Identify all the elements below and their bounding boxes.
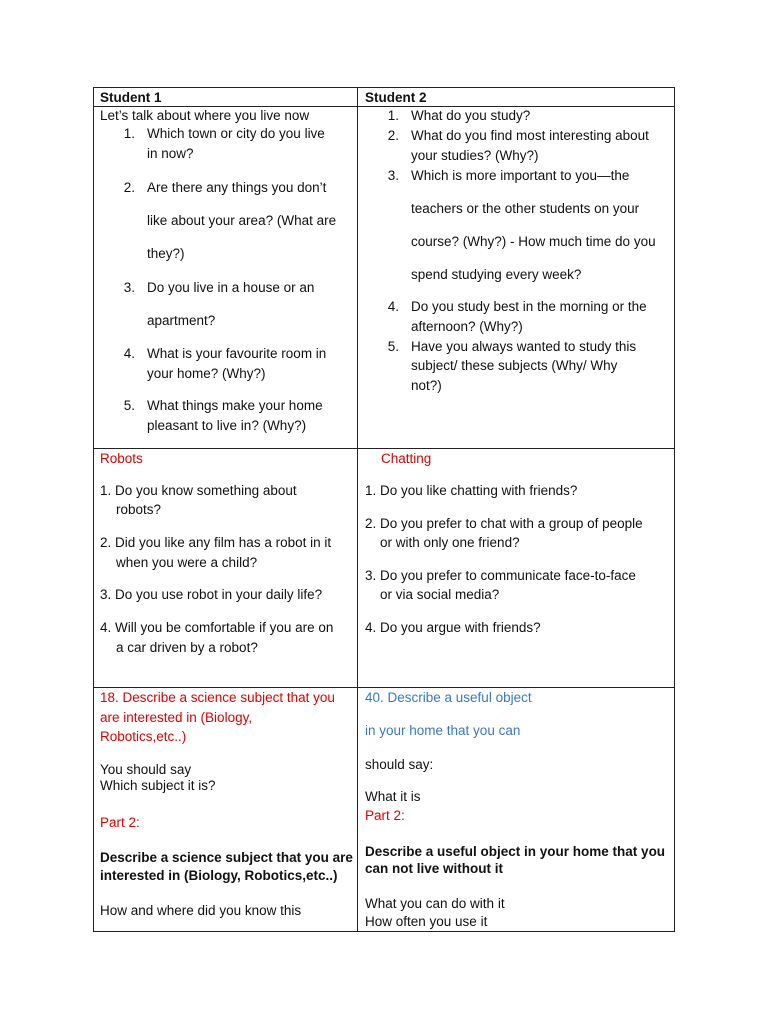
cue-line: What you can do with it [365,896,505,911]
question-line: or with only one friend? [380,535,520,550]
question-line: 1. Do you know something about [100,483,297,498]
list-number: 3. [387,168,399,183]
question-line: 2. Did you like any film has a robot in it [100,535,332,550]
question-line: 2. Do you prefer to chat with a group of people [365,516,643,531]
question-line: Have you always wanted to study this [411,339,637,354]
question-line: spend studying every week? [411,267,582,282]
part2-label: Part 2: [100,815,140,830]
list-number: 4. [387,299,399,314]
question-line: in now? [147,146,194,161]
question-line: What do you find most interesting about [411,128,649,143]
cue-line: How and where did you know this [100,903,302,918]
should-say-label: should say: [365,757,434,772]
question-line: or via social media? [380,587,500,602]
student1-header: Student 1 [100,90,162,105]
question-line: Do you live in a house or an [147,280,315,295]
question-line: 3. Do you prefer to communicate face-to-face [365,568,636,583]
column-divider [357,87,358,932]
question-line: like about your area? (What are [147,213,337,228]
question-line: Which is more important to you—the [411,168,630,183]
question-line: pleasant to live in? (Why?) [147,418,307,433]
question-line: What do you study? [411,108,531,123]
part2-label: Part 2: [365,808,405,823]
list-number: 2. [387,128,399,143]
cue-line: How often you use it [365,914,488,929]
list-number: 1. [123,126,135,141]
bold-prompt-line: can not live without it [365,861,503,876]
question-line: teachers or the other students on your [411,201,640,216]
topic-title-line: Robotics,etc..) [100,729,187,744]
section1-intro: Let’s talk about where you live now [100,108,310,123]
robots-title: Robots [100,451,143,466]
student2-header: Student 2 [365,90,427,105]
question-line: What is your favourite room in [147,346,327,361]
list-number: 3. [123,280,135,295]
question-line: Which town or city do you live [147,126,325,141]
bold-prompt-line: Describe a useful object in your home that you [365,844,666,859]
topic-title-line: in your home that you can [365,723,521,738]
question-line: subject/ these subjects (Why/ Why [411,358,618,373]
list-number: 5. [123,398,135,413]
list-number: 1. [387,108,399,123]
question-line: course? (Why?) - How much time do you [411,234,656,249]
question-line: a car driven by a robot? [116,640,258,655]
question-line: when you were a child? [116,555,258,570]
question-line: Are there any things you don’t [147,180,327,195]
topic-title-line: 18. Describe a science subject that you [100,690,335,705]
topic-title-line: 40. Describe a useful object [365,690,532,705]
question-line: afternoon? (Why?) [411,319,523,334]
question-line: they?) [147,246,185,261]
list-number: 4. [123,346,135,361]
question-line: 4. Do you argue with friends? [365,620,541,635]
question-line: What things make your home [147,398,323,413]
should-say-label: You should say [100,762,192,777]
bold-prompt-line: interested in (Biology, Robotics,etc..) [100,868,338,883]
question-line: your studies? (Why?) [411,148,539,163]
question-line: not?) [411,378,442,393]
cue-line: What it is [365,789,421,804]
question-line: 3. Do you use robot in your daily life? [100,587,323,602]
list-number: 2. [123,180,135,195]
bold-prompt-line: Describe a science subject that you are [100,850,353,865]
question-line: 4. Will you be comfortable if you are on [100,620,334,635]
question-line: apartment? [147,313,216,328]
question-line: 1. Do you like chatting with friends? [365,483,578,498]
list-number: 5. [387,339,399,354]
chatting-title: Chatting [381,451,432,466]
cue-line: Which subject it is? [100,778,216,793]
question-line: your home? (Why?) [147,366,266,381]
topic-title-line: are interested in (Biology, [100,710,253,725]
question-line: Do you study best in the morning or the [411,299,647,314]
question-line: robots? [116,502,162,517]
